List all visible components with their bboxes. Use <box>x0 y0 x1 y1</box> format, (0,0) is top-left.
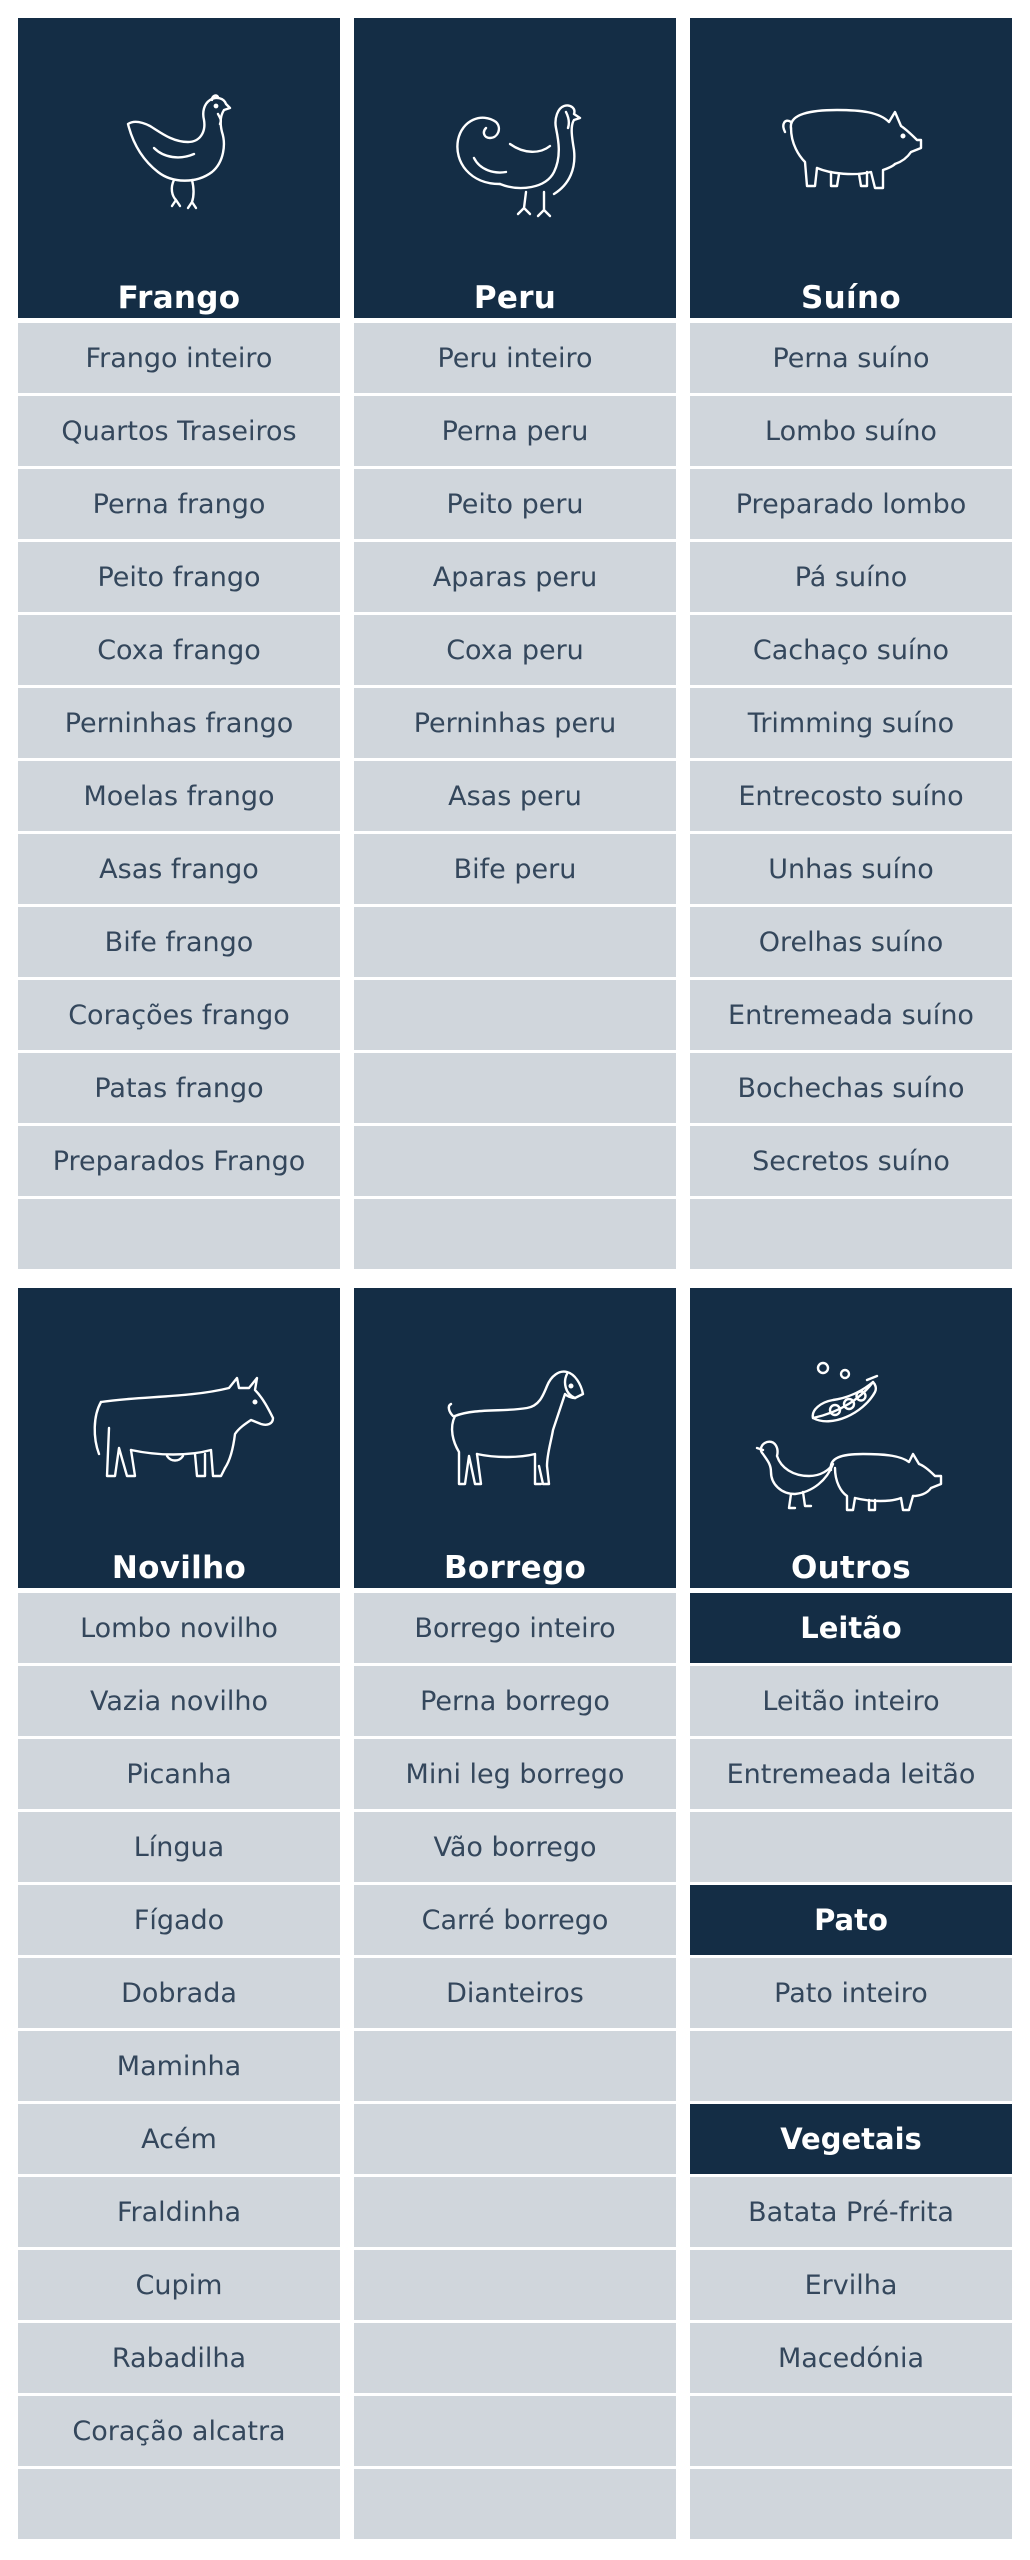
product-item: Dianteiros <box>354 1958 676 2028</box>
product-item: Fraldinha <box>18 2177 340 2247</box>
product-item: Entremeada leitão <box>690 1739 1012 1809</box>
chicken-icon <box>18 88 340 228</box>
empty-cell <box>354 2250 676 2320</box>
product-item: Pato inteiro <box>690 1958 1012 2028</box>
product-item: Vão borrego <box>354 1812 676 1882</box>
product-item: Peito peru <box>354 469 676 539</box>
product-item: Entremeada suíno <box>690 980 1012 1050</box>
product-item: Cachaço suíno <box>690 615 1012 685</box>
category-header <box>690 1288 1012 1588</box>
empty-cell <box>354 907 676 977</box>
product-item: Preparado lombo <box>690 469 1012 539</box>
empty-cell <box>354 1126 676 1196</box>
product-item: Vazia novilho <box>18 1666 340 1736</box>
product-item: Perna suíno <box>690 323 1012 393</box>
product-item: Bochechas suíno <box>690 1053 1012 1123</box>
product-item: Preparados Frango <box>18 1126 340 1196</box>
product-item: Mini leg borrego <box>354 1739 676 1809</box>
category-column-frango <box>18 18 340 1177</box>
category-column-peru <box>354 18 676 885</box>
category-header <box>18 18 340 318</box>
product-item: Ervilha <box>690 2250 1012 2320</box>
category-title: Suíno <box>801 280 901 316</box>
category-title: Novilho <box>111 1550 247 1586</box>
product-item: Coração alcatra <box>18 2396 340 2466</box>
lamb-icon <box>354 1358 676 1498</box>
product-item: Asas peru <box>354 761 676 831</box>
product-item: Maminha <box>18 2031 340 2101</box>
category-title: Frango <box>117 280 241 316</box>
product-item: Borrego inteiro <box>354 1593 676 1663</box>
empty-cell <box>354 2469 676 2539</box>
product-item: Picanha <box>18 1739 340 1809</box>
category-header <box>18 1288 340 1588</box>
product-item: Asas frango <box>18 834 340 904</box>
product-item: Lombo suíno <box>690 396 1012 466</box>
product-item: Corações frango <box>18 980 340 1050</box>
empty-cell <box>690 2031 1012 2101</box>
empty-cell <box>354 2104 676 2174</box>
empty-cell <box>690 1812 1012 1882</box>
category-title: Borrego <box>443 1550 587 1586</box>
product-item: Aparas peru <box>354 542 676 612</box>
empty-cell <box>354 1053 676 1123</box>
product-item: Lombo novilho <box>18 1593 340 1663</box>
product-item: Bife frango <box>18 907 340 977</box>
product-item: Fígado <box>18 1885 340 1955</box>
product-item: Moelas frango <box>18 761 340 831</box>
product-item: Carré borrego <box>354 1885 676 1955</box>
category-column-outros <box>690 1288 1012 2374</box>
product-item: Secretos suíno <box>690 1126 1012 1196</box>
product-item: Peito frango <box>18 542 340 612</box>
turkey-icon <box>354 88 676 228</box>
product-item: Coxa peru <box>354 615 676 685</box>
product-item: Bife peru <box>354 834 676 904</box>
product-item: Trimming suíno <box>690 688 1012 758</box>
product-item: Entrecosto suíno <box>690 761 1012 831</box>
category-header <box>354 18 676 318</box>
empty-cell <box>690 2469 1012 2539</box>
empty-cell <box>18 2469 340 2539</box>
empty-cell <box>18 1199 340 1269</box>
empty-cell <box>354 2396 676 2466</box>
category-title: Outros <box>790 1550 912 1586</box>
product-item: Unhas suíno <box>690 834 1012 904</box>
category-header <box>354 1288 676 1588</box>
product-item: Leitão inteiro <box>690 1666 1012 1736</box>
product-item: Perna borrego <box>354 1666 676 1736</box>
peas-duck-pig-icon <box>690 1358 1012 1498</box>
product-item: Peru inteiro <box>354 323 676 393</box>
product-item: Cupim <box>18 2250 340 2320</box>
subcategory-header: Vegetais <box>690 2104 1012 2174</box>
empty-cell <box>354 980 676 1050</box>
product-item: Perninhas frango <box>18 688 340 758</box>
product-item: Quartos Traseiros <box>18 396 340 466</box>
category-column-borrego <box>354 1288 676 2009</box>
product-item: Perna peru <box>354 396 676 466</box>
empty-cell <box>354 1199 676 1269</box>
product-item: Patas frango <box>18 1053 340 1123</box>
product-item: Coxa frango <box>18 615 340 685</box>
empty-cell <box>354 2177 676 2247</box>
subcategory-header: Pato <box>690 1885 1012 1955</box>
product-item: Dobrada <box>18 1958 340 2028</box>
category-title: Peru <box>473 280 557 316</box>
empty-cell <box>690 2396 1012 2466</box>
cow-icon <box>18 1358 340 1498</box>
empty-cell <box>354 2031 676 2101</box>
empty-cell <box>690 1199 1012 1269</box>
category-header <box>690 18 1012 318</box>
pig-icon <box>690 88 1012 228</box>
product-item: Pá suíno <box>690 542 1012 612</box>
category-column-suino <box>690 18 1012 1177</box>
product-item: Perna frango <box>18 469 340 539</box>
product-item: Frango inteiro <box>18 323 340 393</box>
category-column-novilho <box>18 1288 340 2447</box>
product-item: Língua <box>18 1812 340 1882</box>
product-item: Rabadilha <box>18 2323 340 2393</box>
subcategory-header: Leitão <box>690 1593 1012 1663</box>
product-item: Perninhas peru <box>354 688 676 758</box>
empty-cell <box>354 2323 676 2393</box>
product-item: Macedónia <box>690 2323 1012 2393</box>
product-item: Batata Pré-frita <box>690 2177 1012 2247</box>
product-item: Acém <box>18 2104 340 2174</box>
product-item: Orelhas suíno <box>690 907 1012 977</box>
